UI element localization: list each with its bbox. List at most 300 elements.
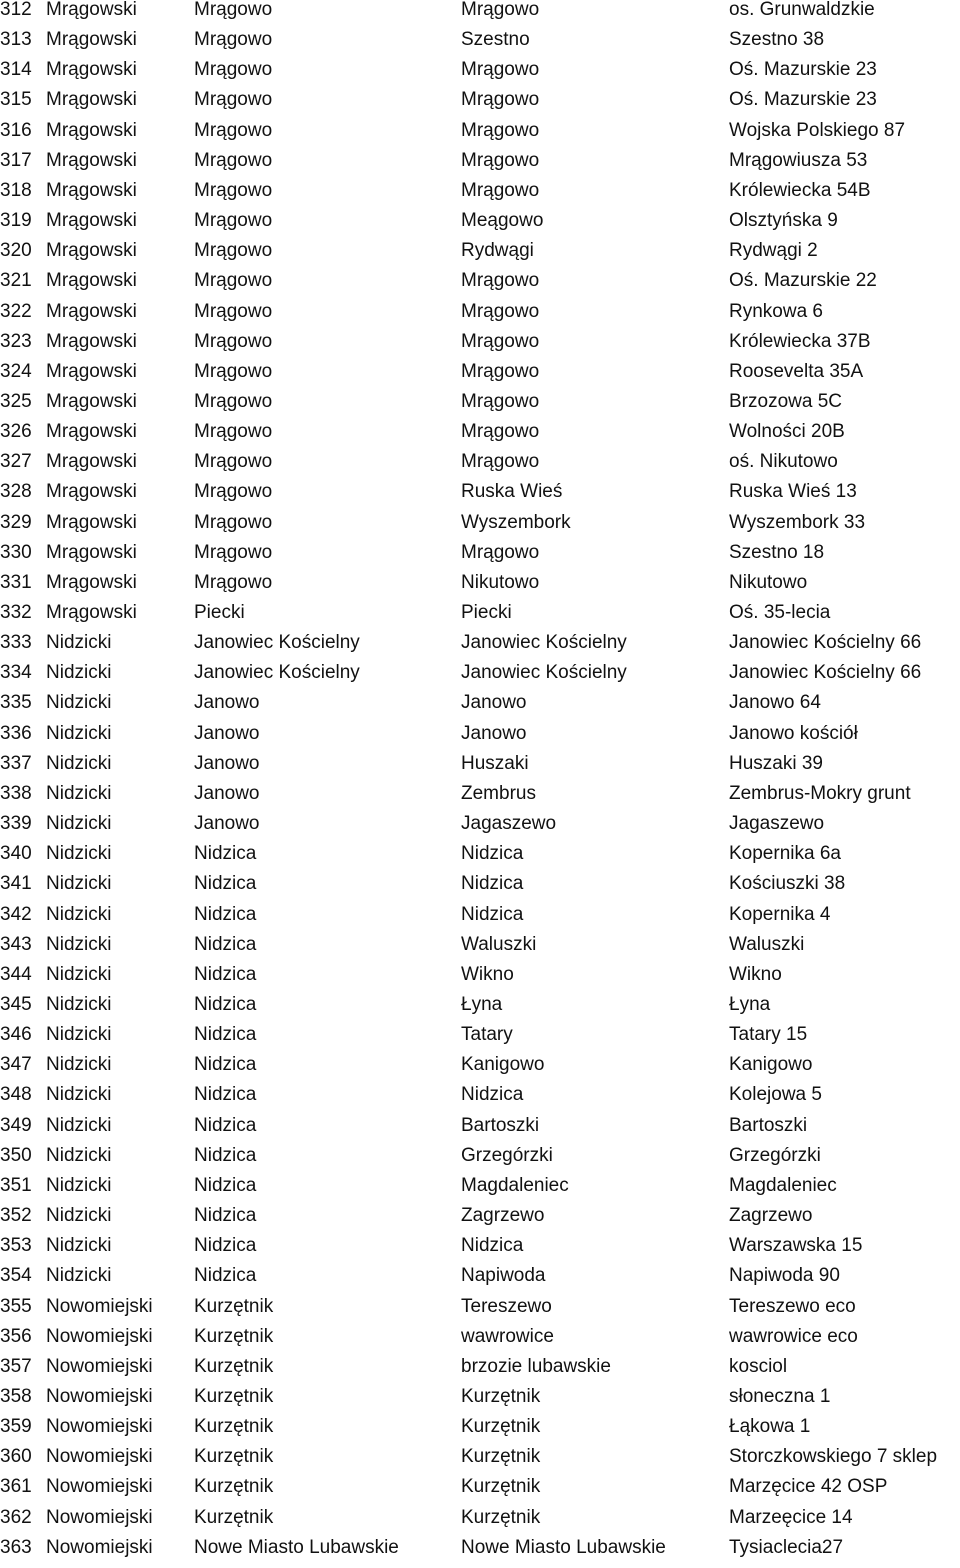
table-row <box>0 362 960 392</box>
gmina-cell: Mrągowo <box>194 59 273 81</box>
miejscowosc-cell: Janowo <box>461 722 527 744</box>
table-row <box>0 1357 960 1387</box>
adres-cell: Brzozowa 5C <box>729 390 842 412</box>
table-row <box>0 1327 960 1357</box>
table-row <box>0 1085 960 1115</box>
miejscowosc-cell: Nikutowo <box>461 571 540 593</box>
miejscowosc-cell: Waluszki <box>461 933 537 955</box>
gmina-cell: Kurzętnik <box>194 1325 274 1347</box>
row-number: 349 <box>0 1114 32 1136</box>
miejscowosc-cell: Kurzętnik <box>461 1446 541 1468</box>
table-row <box>0 422 960 452</box>
row-number: 325 <box>0 390 32 412</box>
adres-cell: Łyna <box>729 993 771 1015</box>
table-row <box>0 1266 960 1296</box>
adres-cell: Wojska Polskiego 87 <box>729 119 906 141</box>
gmina-cell: Mrągowo <box>194 390 273 412</box>
powiat-cell: Mrągowski <box>46 541 137 563</box>
adres-cell: Kolejowa 5 <box>729 1084 822 1106</box>
gmina-cell: Kurzętnik <box>194 1506 274 1528</box>
powiat-cell: Nidzicki <box>46 813 112 834</box>
powiat-cell: Mrągowski <box>46 210 137 231</box>
gmina-cell: Mrągowo <box>194 240 273 262</box>
gmina-cell: Mrągowo <box>194 89 273 111</box>
row-number: 340 <box>0 843 32 865</box>
row-number: 327 <box>0 451 32 473</box>
powiat-cell: Nidzicki <box>46 1054 112 1076</box>
miejscowosc-cell: Magdaleniec <box>461 1174 569 1196</box>
row-number: 355 <box>0 1295 32 1317</box>
miejscowosc-cell: Huszaki <box>461 752 529 774</box>
gmina-cell: Nidzica <box>194 933 257 955</box>
powiat-cell: Mrągowski <box>46 390 137 412</box>
row-number: 347 <box>0 1054 32 1076</box>
powiat-cell: Mrągowski <box>46 89 137 111</box>
adres-cell: Storczkowskiego 7 sklep <box>729 1446 938 1468</box>
adres-cell: Janowiec Kościelny 66 <box>729 662 922 684</box>
row-number: 346 <box>0 1024 32 1046</box>
powiat-cell: Nidzicki <box>46 963 112 985</box>
table-row <box>0 663 960 693</box>
gmina-cell: Nidzica <box>194 1144 257 1166</box>
table-row <box>0 181 960 211</box>
powiat-cell: Nidzicki <box>46 1084 112 1106</box>
table-row <box>0 332 960 362</box>
gmina-cell: Nidzica <box>194 873 257 895</box>
row-number: 361 <box>0 1476 32 1498</box>
powiat-cell: Nidzicki <box>46 843 112 865</box>
gmina-cell: Mrągowo <box>194 29 273 51</box>
powiat-cell: Nidzicki <box>46 1235 112 1257</box>
table-row <box>0 1417 960 1447</box>
gmina-cell: Nidzica <box>194 1024 257 1046</box>
adres-cell: Grzegórzki <box>729 1144 821 1166</box>
row-number: 344 <box>0 963 32 985</box>
table-row <box>0 452 960 482</box>
adres-cell: Napiwoda 90 <box>729 1265 840 1287</box>
adres-cell: Roosevelta 35A <box>729 360 864 382</box>
gmina-cell: Janowo <box>194 782 260 804</box>
miejscowosc-cell: Zagrzewo <box>461 1205 545 1226</box>
miejscowosc-cell: Rydwągi <box>461 240 534 262</box>
powiat-cell: Nidzicki <box>46 722 112 744</box>
powiat-cell: Nowomiejski <box>46 1325 153 1347</box>
powiat-cell: Nidzicki <box>46 993 112 1015</box>
gmina-cell: Kurzętnik <box>194 1385 274 1407</box>
row-number: 314 <box>0 59 32 81</box>
miejscowosc-cell: Mrągowo <box>461 541 540 563</box>
adres-cell: Janowo kościół <box>729 722 858 744</box>
miejscowosc-cell: Kurzętnik <box>461 1416 541 1437</box>
adres-cell: Marzeęcice 14 <box>729 1506 853 1528</box>
gmina-cell: Mrągowo <box>194 119 273 141</box>
row-number: 332 <box>0 602 32 623</box>
adres-cell: Kanigowo <box>729 1054 813 1076</box>
gmina-cell: Mrągowo <box>194 300 273 322</box>
miejscowosc-cell: wawrowice <box>461 1325 554 1347</box>
adres-cell: Oś. 35-lecia <box>729 602 831 623</box>
row-number: 348 <box>0 1084 32 1106</box>
powiat-cell: Nidzicki <box>46 1265 112 1287</box>
gmina-cell: Nowe Miasto Lubawskie <box>194 1536 399 1558</box>
row-number: 315 <box>0 89 32 111</box>
adres-cell: wawrowice eco <box>729 1325 858 1347</box>
row-number: 316 <box>0 119 32 141</box>
powiat-cell: Nidzicki <box>46 1174 112 1196</box>
miejscowosc-cell: Mrągowo <box>461 179 540 201</box>
miejscowosc-cell: Mrągowo <box>461 149 540 171</box>
gmina-cell: Mrągowo <box>194 149 273 171</box>
gmina-cell: Kurzętnik <box>194 1355 274 1377</box>
powiat-cell: Mrągowski <box>46 240 137 262</box>
adres-cell: Olsztyńska 9 <box>729 210 838 231</box>
miejscowosc-cell: Piecki <box>461 602 512 623</box>
table-row <box>0 1025 960 1055</box>
table-row <box>0 573 960 603</box>
powiat-cell: Nidzicki <box>46 632 112 654</box>
gmina-cell: Nidzica <box>194 1265 257 1287</box>
powiat-cell: Mrągowski <box>46 451 137 473</box>
adres-cell: Warszawska 15 <box>729 1235 863 1257</box>
table-row <box>0 965 960 995</box>
gmina-cell: Kurzętnik <box>194 1416 274 1437</box>
gmina-cell: Mrągowo <box>194 481 273 503</box>
row-number: 322 <box>0 300 32 322</box>
row-number: 362 <box>0 1506 32 1528</box>
miejscowosc-cell: Łyna <box>461 993 503 1015</box>
miejscowosc-cell: Grzegórzki <box>461 1144 553 1166</box>
miejscowosc-cell: Tereszewo <box>461 1295 552 1317</box>
table-row <box>0 905 960 935</box>
adres-cell: oś. Nikutowo <box>729 451 838 473</box>
table-row <box>0 1297 960 1327</box>
table-row <box>0 1176 960 1206</box>
miejscowosc-cell: Napiwoda <box>461 1265 546 1287</box>
gmina-cell: Mrągowo <box>194 210 273 231</box>
table-row <box>0 603 960 633</box>
adres-cell: słoneczna 1 <box>729 1385 831 1407</box>
powiat-cell: Mrągowski <box>46 119 137 141</box>
table-row <box>0 513 960 543</box>
powiat-cell: Nowomiejski <box>46 1476 153 1498</box>
powiat-cell: Nowomiejski <box>46 1536 153 1558</box>
miejscowosc-cell: Jagaszewo <box>461 813 557 834</box>
table-row <box>0 302 960 332</box>
powiat-cell: Mrągowski <box>46 571 137 593</box>
row-number: 337 <box>0 752 32 774</box>
gmina-cell: Kurzętnik <box>194 1446 274 1468</box>
powiat-cell: Nidzicki <box>46 1114 112 1136</box>
adres-cell: Królewiecka 37B <box>729 330 871 352</box>
adres-cell: Zembrus-Mokry grunt <box>729 782 911 804</box>
miejscowosc-cell: Wikno <box>461 963 514 985</box>
table-row <box>0 1538 960 1568</box>
powiat-cell: Nowomiejski <box>46 1506 153 1528</box>
adres-cell: Wyszembork 33 <box>729 511 866 533</box>
gmina-cell: Janowo <box>194 813 260 834</box>
row-number: 356 <box>0 1325 32 1347</box>
miejscowosc-cell: Tatary <box>461 1024 513 1046</box>
miejscowosc-cell: Janowiec Kościelny <box>461 662 627 684</box>
row-number: 331 <box>0 571 32 593</box>
adres-cell: Rydwągi 2 <box>729 240 818 262</box>
powiat-cell: Nidzicki <box>46 1024 112 1046</box>
powiat-cell: Nidzicki <box>46 873 112 895</box>
row-number: 326 <box>0 421 32 443</box>
powiat-cell: Mrągowski <box>46 330 137 352</box>
gmina-cell: Nidzica <box>194 1205 257 1226</box>
adres-cell: Królewiecka 54B <box>729 179 871 201</box>
row-number: 351 <box>0 1174 32 1196</box>
adres-cell: Huszaki 39 <box>729 752 823 774</box>
gmina-cell: Piecki <box>194 602 245 623</box>
row-number: 352 <box>0 1205 32 1226</box>
table-row <box>0 482 960 512</box>
row-number: 319 <box>0 210 32 231</box>
powiat-cell: Mrągowski <box>46 270 137 292</box>
row-number: 336 <box>0 722 32 744</box>
row-number: 357 <box>0 1355 32 1377</box>
miejscowosc-cell: Mrągowo <box>461 89 540 111</box>
adres-cell: Łąkowa 1 <box>729 1416 811 1437</box>
miejscowosc-cell: Kurzętnik <box>461 1506 541 1528</box>
powiat-cell: Nowomiejski <box>46 1355 153 1377</box>
row-number: 342 <box>0 903 32 925</box>
table-row <box>0 1116 960 1146</box>
gmina-cell: Nidzica <box>194 1174 257 1196</box>
table-row <box>0 151 960 181</box>
gmina-cell: Mrągowo <box>194 511 273 533</box>
powiat-cell: Mrągowski <box>46 179 137 201</box>
row-number: 328 <box>0 481 32 503</box>
adres-cell: Magdaleniec <box>729 1174 837 1196</box>
gmina-cell: Janowo <box>194 692 260 714</box>
powiat-cell: Mrągowski <box>46 59 137 81</box>
table-row <box>0 874 960 904</box>
table-row <box>0 633 960 663</box>
powiat-cell: Mrągowski <box>46 481 137 503</box>
gmina-cell: Nidzica <box>194 903 257 925</box>
adres-cell: Wikno <box>729 963 782 985</box>
row-number: 360 <box>0 1446 32 1468</box>
adres-cell: Marzęcice 42 OSP <box>729 1476 888 1498</box>
powiat-cell: Mrągowski <box>46 421 137 443</box>
row-number: 329 <box>0 511 32 533</box>
row-number: 330 <box>0 541 32 563</box>
powiat-cell: Mrągowski <box>46 0 137 20</box>
gmina-cell: Mrągowo <box>194 270 273 292</box>
gmina-cell: Mrągowo <box>194 421 273 443</box>
gmina-cell: Janowo <box>194 722 260 744</box>
gmina-cell: Mrągowo <box>194 0 273 20</box>
table-row <box>0 1055 960 1085</box>
row-number: 313 <box>0 29 32 51</box>
row-number: 350 <box>0 1144 32 1166</box>
miejscowosc-cell: Nidzica <box>461 843 524 865</box>
miejscowosc-cell: Ruska Wieś <box>461 481 563 503</box>
powiat-cell: Nidzicki <box>46 933 112 955</box>
table-row <box>0 211 960 241</box>
table-row <box>0 1206 960 1236</box>
table-row <box>0 60 960 90</box>
table-row <box>0 724 960 754</box>
miejscowosc-cell: Mrągowo <box>461 421 540 443</box>
table-row <box>0 693 960 723</box>
adres-cell: Oś. Mazurskie 23 <box>729 59 877 81</box>
miejscowosc-cell: brzozie lubawskie <box>461 1355 611 1377</box>
row-number: 341 <box>0 873 32 895</box>
adres-cell: Kościuszki 38 <box>729 873 846 895</box>
gmina-cell: Janowo <box>194 752 260 774</box>
row-number: 323 <box>0 330 32 352</box>
table-row <box>0 1146 960 1176</box>
adres-cell: Tysiaclecia27 <box>729 1536 844 1558</box>
miejscowosc-cell: Mrągowo <box>461 119 540 141</box>
row-number: 333 <box>0 632 32 654</box>
miejscowosc-cell: Meągowo <box>461 210 544 231</box>
gmina-cell: Mrągowo <box>194 330 273 352</box>
miejscowosc-cell: Nidzica <box>461 873 524 895</box>
powiat-cell: Nidzicki <box>46 752 112 774</box>
gmina-cell: Mrągowo <box>194 571 273 593</box>
adres-cell: Jagaszewo <box>729 813 825 834</box>
gmina-cell: Janowiec Kościelny <box>194 662 360 684</box>
row-number: 343 <box>0 933 32 955</box>
adres-cell: Ruska Wieś 13 <box>729 481 857 503</box>
table-row <box>0 1508 960 1538</box>
table-row <box>0 30 960 60</box>
powiat-cell: Mrągowski <box>46 29 137 51</box>
row-number: 338 <box>0 782 32 804</box>
miejscowosc-cell: Mrągowo <box>461 330 540 352</box>
row-number: 324 <box>0 360 32 382</box>
gmina-cell: Mrągowo <box>194 179 273 201</box>
table-row <box>0 935 960 965</box>
gmina-cell: Mrągowo <box>194 360 273 382</box>
powiat-cell: Mrągowski <box>46 511 137 533</box>
table-row <box>0 1387 960 1417</box>
miejscowosc-cell: Kurzętnik <box>461 1476 541 1498</box>
adres-cell: Mrągowiusza 53 <box>729 149 868 171</box>
powiat-cell: Mrągowski <box>46 602 137 623</box>
row-number: 335 <box>0 692 32 714</box>
adres-cell: Oś. Mazurskie 23 <box>729 89 877 111</box>
gmina-cell: Nidzica <box>194 993 257 1015</box>
gmina-cell: Nidzica <box>194 1084 257 1106</box>
row-number: 363 <box>0 1536 32 1558</box>
row-number: 345 <box>0 993 32 1015</box>
miejscowosc-cell: Mrągowo <box>461 300 540 322</box>
table-row <box>0 271 960 301</box>
powiat-cell: Nidzicki <box>46 782 112 804</box>
miejscowosc-cell: Mrągowo <box>461 360 540 382</box>
adres-cell: Wolności 20B <box>729 421 845 443</box>
gmina-cell: Nidzica <box>194 1054 257 1076</box>
miejscowosc-cell: Nowe Miasto Lubawskie <box>461 1536 666 1558</box>
adres-cell: Nikutowo <box>729 571 808 593</box>
table-row <box>0 844 960 874</box>
table-row <box>0 1236 960 1266</box>
miejscowosc-cell: Nidzica <box>461 1084 524 1106</box>
powiat-cell: Nowomiejski <box>46 1385 153 1407</box>
adres-cell: Szestno 18 <box>729 541 825 563</box>
table-row <box>0 121 960 151</box>
table-row <box>0 1447 960 1477</box>
row-number: 358 <box>0 1385 32 1407</box>
adres-cell: Tatary 15 <box>729 1024 808 1046</box>
row-number: 354 <box>0 1265 32 1287</box>
powiat-cell: Mrągowski <box>46 300 137 322</box>
gmina-cell: Nidzica <box>194 1235 257 1257</box>
gmina-cell: Nidzica <box>194 843 257 865</box>
powiat-cell: Nidzicki <box>46 1144 112 1166</box>
adres-cell: os. Grunwaldzkie <box>729 0 875 20</box>
adres-cell: Janowo 64 <box>729 692 821 714</box>
table-row <box>0 392 960 422</box>
miejscowosc-cell: Janowo <box>461 692 527 714</box>
table-row <box>0 995 960 1025</box>
row-number: 334 <box>0 662 32 684</box>
miejscowosc-cell: Bartoszki <box>461 1114 540 1136</box>
adres-cell: Zagrzewo <box>729 1205 813 1226</box>
row-number: 317 <box>0 149 32 171</box>
miejscowosc-cell: Wyszembork <box>461 511 571 533</box>
table-row <box>0 0 960 30</box>
powiat-cell: Nidzicki <box>46 692 112 714</box>
miejscowosc-cell: Kanigowo <box>461 1054 545 1076</box>
gmina-cell: Nidzica <box>194 963 257 985</box>
powiat-cell: Nidzicki <box>46 903 112 925</box>
adres-cell: Waluszki <box>729 933 805 955</box>
row-number: 320 <box>0 240 32 262</box>
gmina-cell: Nidzica <box>194 1114 257 1136</box>
row-number: 312 <box>0 0 32 20</box>
table-row <box>0 754 960 784</box>
powiat-cell: Nowomiejski <box>46 1416 153 1437</box>
miejscowosc-cell: Mrągowo <box>461 59 540 81</box>
powiat-cell: Nowomiejski <box>46 1446 153 1468</box>
miejscowosc-cell: Mrągowo <box>461 451 540 473</box>
table-row <box>0 543 960 573</box>
adres-cell: Tereszewo eco <box>729 1295 856 1317</box>
miejscowosc-cell: Mrągowo <box>461 0 540 20</box>
adres-cell: Szestno 38 <box>729 29 825 51</box>
miejscowosc-cell: Kurzętnik <box>461 1385 541 1407</box>
adres-cell: Kopernika 4 <box>729 903 831 925</box>
miejscowosc-cell: Mrągowo <box>461 390 540 412</box>
miejscowosc-cell: Szestno <box>461 29 530 51</box>
table-row <box>0 90 960 120</box>
row-number: 318 <box>0 179 32 201</box>
row-number: 353 <box>0 1235 32 1257</box>
row-number: 321 <box>0 270 32 292</box>
miejscowosc-cell: Janowiec Kościelny <box>461 632 627 654</box>
miejscowosc-cell: Mrągowo <box>461 270 540 292</box>
adres-cell: Kopernika 6a <box>729 843 841 865</box>
adres-cell: Janowiec Kościelny 66 <box>729 632 922 654</box>
powiat-cell: Mrągowski <box>46 360 137 382</box>
table-row <box>0 814 960 844</box>
row-number: 339 <box>0 813 32 834</box>
gmina-cell: Kurzętnik <box>194 1295 274 1317</box>
table-row <box>0 1477 960 1507</box>
adres-cell: kosciol <box>729 1355 788 1377</box>
adres-cell: Rynkowa 6 <box>729 300 823 322</box>
powiat-cell: Nidzicki <box>46 1205 112 1226</box>
powiat-cell: Mrągowski <box>46 149 137 171</box>
table-row <box>0 784 960 814</box>
gmina-cell: Mrągowo <box>194 541 273 563</box>
